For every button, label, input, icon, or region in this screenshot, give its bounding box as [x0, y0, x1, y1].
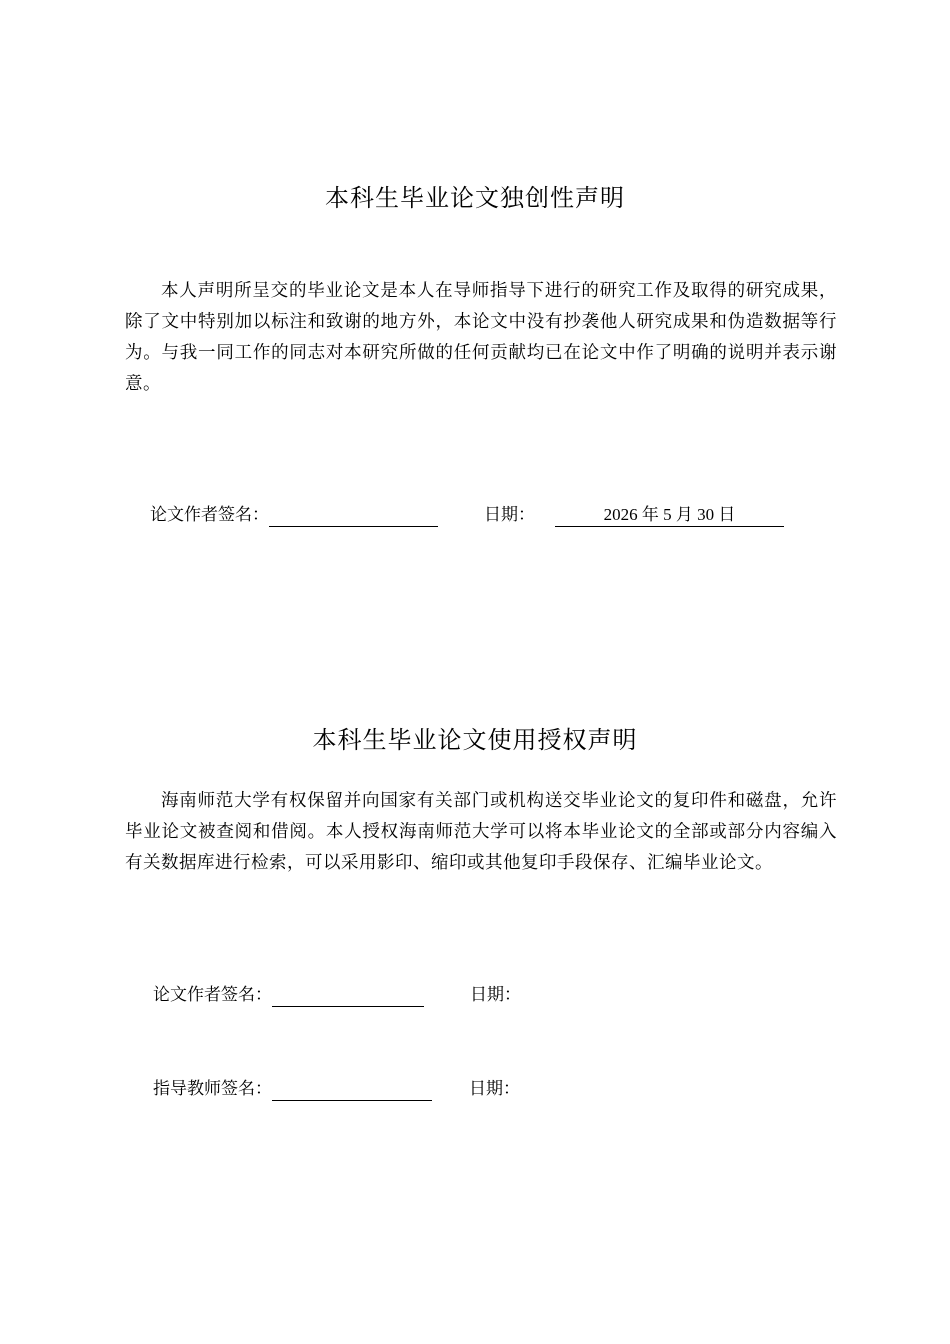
authorization-advisor-date-row	[469, 1076, 520, 1102]
authorization-author-date-label: 日期：	[470, 985, 521, 1005]
declaration-date-row	[484, 502, 784, 528]
authorization-advisor-signature-label: 指导教师签名：	[153, 1079, 272, 1099]
authorization-author-signature-row	[153, 982, 424, 1008]
declaration-title: 本科生毕业论文独创性声明	[325, 184, 625, 212]
authorization-body: 海南师范大学有权保留并向国家有关部门或机构送交毕业论文的复印件和磁盘，允许毕业论文被查阅和借阅。本人授权海南师范大学可以将本毕业论文的全部或部分内容编入有关数据库进行检索，可以采用影印、缩印或其他复印手段保存、汇编毕业论文。	[125, 791, 837, 873]
declaration-date-label: 日期：	[484, 505, 535, 525]
declaration-author-signature-line[interactable]	[269, 502, 438, 527]
declaration-body: 本人声明所呈交的毕业论文是本人在导师指导下进行的研究工作及取得的研究成果，除了文中特别加以标注和致谢的地方外，本论文中没有抄袭他人研究成果和伪造数据等行为。与我一同工作的同志对本研究所做的任何贡献均已在论文中作了明确的说明并表示谢意。	[125, 281, 837, 394]
declaration-date-value[interactable]: 2026 年 5 月 30 日	[555, 502, 784, 527]
authorization-advisor-signature-line[interactable]	[272, 1076, 432, 1101]
authorization-author-date-row	[470, 982, 521, 1008]
authorization-author-signature-label: 论文作者签名：	[153, 985, 272, 1005]
authorization-advisor-date-label: 日期：	[469, 1079, 520, 1099]
authorization-advisor-signature-row	[153, 1076, 432, 1102]
declaration-author-signature-label: 论文作者签名：	[150, 505, 269, 525]
declaration-author-signature-row	[150, 502, 438, 528]
authorization-author-signature-line[interactable]	[272, 982, 424, 1007]
authorization-title: 本科生毕业论文使用授权声明	[312, 726, 638, 754]
